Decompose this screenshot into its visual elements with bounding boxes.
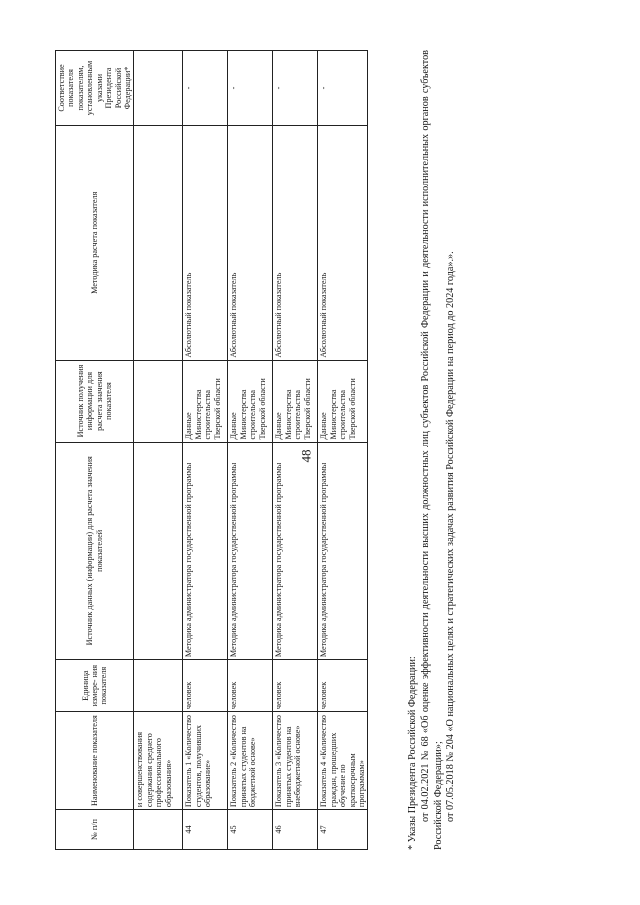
- cell-unit: человек: [228, 660, 273, 712]
- table-row: [318, 51, 368, 850]
- cell-num: [134, 810, 183, 850]
- cell-source: Методика администратора государственной программы: [273, 442, 318, 660]
- cell-compliance: -: [318, 51, 368, 126]
- cell-source: Методика администратора государственной программы: [318, 442, 368, 660]
- cell-source: Методика администратора государственной программы: [228, 442, 273, 660]
- cell-unit: человек: [318, 660, 368, 712]
- cell-compliance: -: [228, 51, 273, 126]
- cell-method: Абсолютный показатель: [318, 126, 368, 361]
- cell-num: 46: [273, 810, 318, 850]
- cell-name: и совершенствования содержания среднего профессионального образования»: [134, 712, 183, 810]
- table-row: [273, 51, 318, 850]
- cell-origin: Данные Министерства строительства Тверской области: [228, 360, 273, 442]
- cell-origin: [134, 360, 183, 442]
- cell-name: Показатель 3 «Количество принятых студентов на внебюджетной основе»: [273, 712, 318, 810]
- cell-source: Методика администратора государственной программы: [183, 442, 228, 660]
- table-row: [183, 51, 228, 850]
- page-number: 48: [298, 449, 314, 463]
- cell-method: Абсолютный показатель: [183, 126, 228, 361]
- header-origin: Источник получения информации для расчета значения показателя: [56, 360, 134, 442]
- cell-source: [134, 442, 183, 660]
- table-row: [134, 51, 183, 850]
- cell-num: 47: [318, 810, 368, 850]
- footnotes: [407, 50, 458, 850]
- cell-unit: человек: [273, 660, 318, 712]
- header-method: Методика расчета показателя: [56, 126, 134, 361]
- cell-origin: Данные Министерства строительства Тверской области: [273, 360, 318, 442]
- header-unit: Единица измере- ния показателя: [56, 660, 134, 712]
- indicators-table: [55, 50, 368, 850]
- cell-method: [134, 126, 183, 361]
- header-name: Наименование показателя: [56, 712, 134, 810]
- cell-compliance: [134, 51, 183, 126]
- cell-unit: человек: [183, 660, 228, 712]
- cell-method: Абсолютный показатель: [228, 126, 273, 361]
- cell-compliance: -: [183, 51, 228, 126]
- cell-unit: [134, 660, 183, 712]
- cell-num: 44: [183, 810, 228, 850]
- rotated-page-content: [55, 50, 485, 850]
- cell-name: Показатель 2 «Количество принятых студентов на бюджетной основе»: [228, 712, 273, 810]
- table-row: [228, 51, 273, 850]
- cell-name: Показатель 4 «Количество граждан, прошедших обучение по краткосрочным программам»: [318, 712, 368, 810]
- footnote-decree-68: от 04.02.2021 № 68 «Об оценке эффективности деятельности высших должностных лиц субъектов Российской Федерации и деятельности исполнительных органов субъектов Российской Федерации»;: [419, 50, 444, 850]
- cell-name: Показатель 1 «Количество студентов, получивших образование»: [183, 712, 228, 810]
- footnote-decree-204: от 07.05.2018 № 204 «О национальных целях и стратегических задачах развития Российской Федерации на период до 2024 года».».: [445, 251, 457, 822]
- header-num: № п/п: [56, 810, 134, 850]
- footnote-title: * Указы Президента Российской Федерации:: [407, 656, 418, 850]
- cell-origin: Данные Министерства строительства Тверской области: [183, 360, 228, 442]
- table-header-row: [56, 51, 134, 850]
- cell-compliance: -: [273, 51, 318, 126]
- cell-num: 45: [228, 810, 273, 850]
- cell-origin: Данные Министерства строительства Тверской области: [318, 360, 368, 442]
- cell-method: Абсолютный показатель: [273, 126, 318, 361]
- header-source: Источник данных (информации) для расчета значения показателей: [56, 442, 134, 660]
- header-compliance: Соответствие показателя показателям, установленным указами Президента Российской Федерации*: [56, 51, 134, 126]
